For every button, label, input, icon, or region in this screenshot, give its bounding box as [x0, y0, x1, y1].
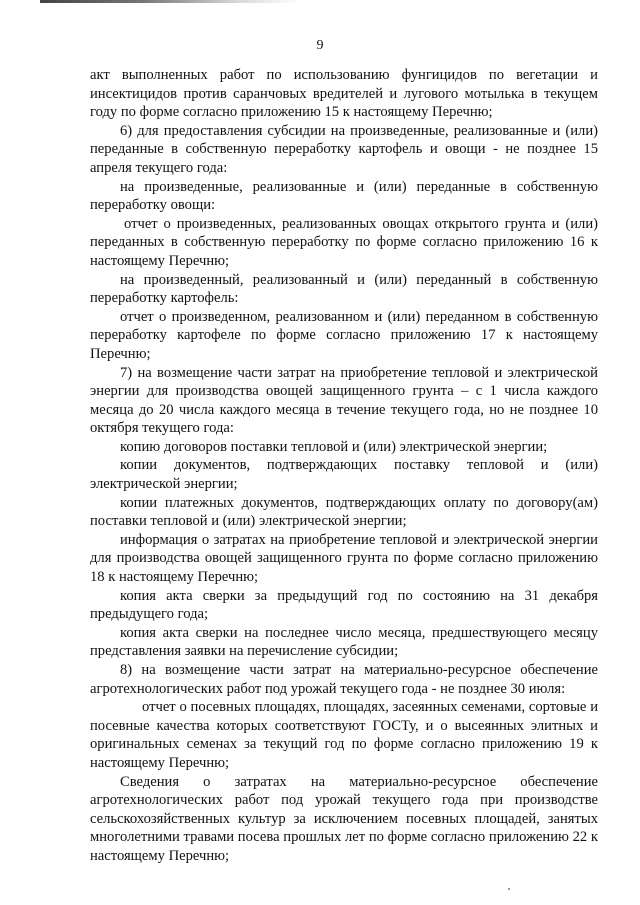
paragraph-supply-documents: копии документов, подтверждающих поставку тепловой и (или) электрической энергии; [90, 457, 598, 493]
paragraph-potato-heading: на произведенный, реализованный и (или) переданный в собственную переработку картофель: [90, 271, 598, 307]
paragraph-fungicide-act: акт выполненных работ по использованию фунгицидов по вегетации и инсектицидов против саранчовых вредителей и лугового мотылька в текущем году по форме согласно приложению 15 к настоящему Перечню; [90, 67, 598, 121]
paragraph-sowing-report: отчет о посевных площадях, площадях, засеянных семенами, сортовые и посевные качества которых соответствуют ГОСТу, и о высеянных элитных и оригинальных семенах за текущий год по форме согласно приложению 19 к настоящему Перечню; [90, 699, 598, 771]
paragraph-item-6: 6) для предоставления субсидии на произведенные, реализованные и (или) переданные в собственную переработку картофель и овощи - не позднее 15 апреля текущего года: [90, 122, 598, 176]
paragraph-costs-info: Сведения о затратах на материально-ресурсное обеспечение агротехнологических работ под урожай текущего года при производстве сельскохозяйственных культур за исключением посевных площадей, занятых многолетними травами посева прошлых лет по форме согласно приложению 22 к настоящему Перечню; [90, 773, 598, 864]
document-body [90, 66, 598, 866]
scan-edge-mark [40, 0, 300, 3]
scan-speck [508, 888, 510, 890]
paragraph-payment-documents: копии платежных документов, подтверждающих оплату по договору(ам) поставки тепловой и (или) электрической энергии; [90, 494, 598, 530]
paragraph-item-7: 7) на возмещение части затрат на приобретение тепловой и электрической энергии для производства овощей защищенного грунта – с 1 числа каждого месяца до 20 числа каждого месяца в течение текущего года, но не позднее 10 октября текущего года: [90, 364, 598, 437]
paragraph-potato-report: отчет о произведенном, реализованном и (или) переданном в собственную переработку картофеле по форме согласно приложению 17 к настоящему Перечню; [90, 308, 598, 362]
page-number: 9 [316, 38, 324, 53]
paragraph-reconciliation-month: копия акта сверки на последнее число месяца, предшествующего месяцу представления заявки на перечисление субсидии; [90, 624, 598, 660]
paragraph-vegetables-heading: на произведенные, реализованные и (или) переданные в собственную переработку овощи: [90, 178, 598, 214]
paragraph-energy-costs-info: информация о затратах на приобретение тепловой и электрической энергии для производства овощей защищенного грунта по форме согласно приложению 18 к настоящему Перечню; [90, 531, 598, 586]
paragraph-item-8: 8) на возмещение части затрат на материально-ресурсное обеспечение агротехнологических работ под урожай текущего года - не позднее 30 июля: [90, 662, 598, 697]
paragraph-supply-contracts: копию договоров поставки тепловой и (или) электрической энергии; [120, 438, 548, 455]
paragraph-reconciliation-year: копия акта сверки за предыдущий год по состоянию на 31 декабря предыдущего года; [90, 587, 598, 623]
paragraph-vegetables-report: отчет о произведенных, реализованных овощах открытого грунта и (или) переданных в собственную переработку по форме согласно приложению 16 к настоящему Перечню; [90, 215, 598, 269]
